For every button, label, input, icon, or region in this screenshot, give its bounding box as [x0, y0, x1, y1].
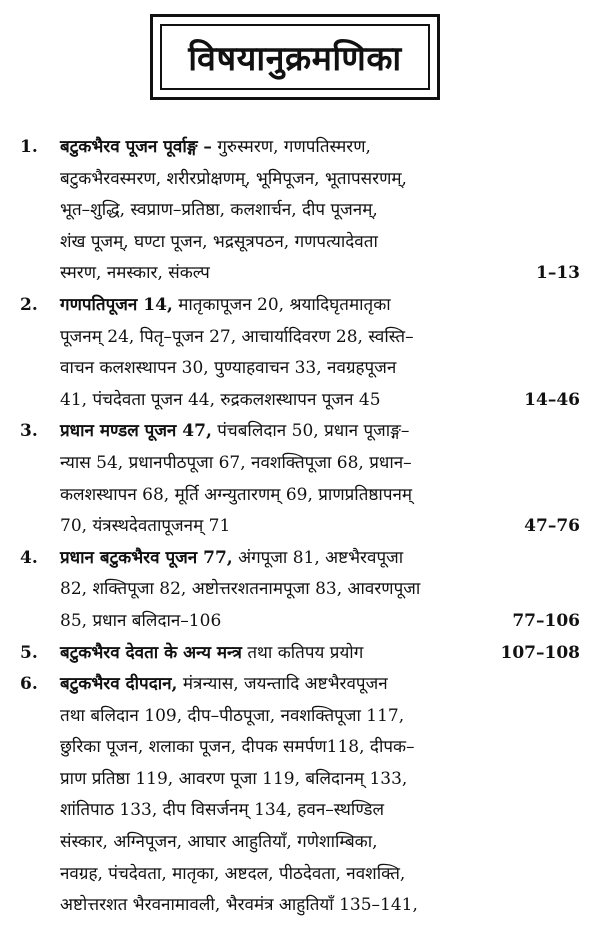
toc-line [0, 574, 600, 606]
entry-text [60, 701, 490, 733]
toc-line [0, 890, 600, 922]
toc-line [0, 164, 600, 196]
entry-detail: प्राण प्रतिष्ठा 119, आवरण पूजा 119, बलिदानम् 133, [60, 768, 408, 789]
toc-line [0, 195, 600, 227]
toc-line [0, 322, 600, 354]
entry-text [60, 195, 490, 227]
entry-text [60, 511, 490, 543]
page-range: 14–46 [524, 389, 580, 410]
entry-text [60, 732, 490, 764]
entry-text [60, 795, 490, 827]
contents-list [0, 132, 600, 922]
entry-text [60, 543, 490, 575]
toc-line [0, 132, 600, 164]
entry-text [60, 764, 490, 796]
toc-line [0, 732, 600, 764]
page-range: 77–106 [512, 610, 580, 631]
entry-detail: नवग्रह, पंचदेवता, मातृका, अष्टदल, पीठदेवता, नवशक्ति, [60, 863, 406, 884]
entry-heading: बटुकभैरव दीपदान, [60, 674, 178, 695]
entry-detail: मातृकापूजन 20, श्रयादिघृतमातृका [172, 294, 391, 315]
entry-detail: शंख पूजम्, घण्टा पूजन, भद्रसूत्रपठन, गणपत्यादेवता [60, 231, 378, 252]
entry-text [60, 448, 490, 480]
toc-line [0, 353, 600, 385]
entry-detail: तथा बलिदान 109, दीप–पीठपूजा, नवशक्तिपूजा 117, [60, 705, 405, 726]
entry-text [60, 385, 490, 417]
entry-number: 2. [20, 294, 38, 315]
entry-text [60, 574, 490, 606]
page-title: विषयानुक्रमणिका [160, 24, 430, 90]
toc-entry [0, 543, 600, 638]
entry-number: 3. [20, 421, 38, 442]
entry-heading: बटुकभैरव देवता के अन्य मन्त्र [60, 642, 242, 663]
entry-detail: 85, प्रधान बलिदान–106 [60, 610, 222, 631]
entry-heading: गणपतिपूजन 14, [60, 294, 173, 315]
toc-entry [0, 290, 600, 416]
toc-entry [0, 132, 600, 290]
entry-text [60, 480, 490, 512]
entry-detail: तथा कतिपय प्रयोग [241, 642, 364, 663]
entry-text [60, 258, 490, 290]
entry-detail: वाचन कलशस्थापन 30, पुण्याहवाचन 33, नवग्रहपूजन [60, 358, 397, 379]
entry-text [60, 322, 490, 354]
entry-detail: संस्कार, अग्निपूजन, आघार आहुतियाँ, गणेशाम्बिका, [60, 832, 378, 853]
entry-detail: स्मरण, नमस्कार, संकल्प [60, 263, 210, 284]
toc-line [0, 290, 600, 322]
entry-text [60, 132, 490, 164]
entry-number: 5. [20, 642, 38, 663]
entry-detail: छुरिका पूजन, शलाका पूजन, दीपक समर्पण118, दीपक– [60, 737, 415, 758]
toc-line [0, 416, 600, 448]
entry-detail: अंगपूजा 81, अष्टभैरवपूजा [232, 547, 404, 568]
entry-number: 1. [20, 137, 38, 157]
entry-text [60, 164, 490, 196]
toc-line [0, 669, 600, 701]
page-range: 47–76 [524, 516, 580, 537]
toc-line [0, 511, 600, 543]
toc-line [0, 606, 600, 638]
entry-detail: 82, शक्तिपूजा 82, अष्टोत्तरशतनामपूजा 83, आवरणपूजा [60, 579, 421, 600]
entry-detail: कलशस्थापन 68, मूर्ति अग्न्युतारणम् 69, प्राणप्रतिष्ठापनम् [60, 484, 413, 505]
entry-text [60, 638, 490, 670]
toc-line [0, 448, 600, 480]
entry-heading: बटुकभैरव पूजन पूर्वाङ्ग – [60, 137, 212, 157]
toc-line [0, 764, 600, 796]
entry-text [60, 353, 490, 385]
entry-detail: 41, पंचदेवता पूजन 44, रुद्रकलशस्थापन पूजन 45 [60, 389, 381, 410]
entry-detail: न्यास 54, प्रधानपीठपूजा 67, नवशक्तिपूजा 68, प्रधान– [60, 452, 412, 473]
entry-detail: मंत्रन्यास, जयन्तादि अष्टभैरवपूजन [177, 674, 388, 695]
entry-heading: प्रधान मण्डल पूजन 47, [60, 421, 212, 442]
entry-detail: 70, यंत्रस्थदेवतापूजनम् 71 [60, 516, 231, 537]
entry-number: 6. [20, 674, 38, 695]
page-range: 1–13 [536, 263, 580, 284]
toc-line [0, 638, 600, 670]
toc-entry [0, 638, 600, 670]
toc-line [0, 385, 600, 417]
entry-detail: गुरुस्मरण, गणपतिस्मरण, [211, 137, 371, 157]
toc-line [0, 543, 600, 575]
entry-heading: प्रधान बटुकभैरव पूजन 77, [60, 547, 233, 568]
toc-line [0, 859, 600, 891]
entry-text [60, 890, 490, 922]
entry-detail: पंचबलिदान 50, प्रधान पूजाङ्ग– [211, 421, 410, 442]
entry-detail: बटुकभैरवस्मरण, शरीरप्रोक्षणम्, भूमिपूजन, भूतापसरणम्, [60, 168, 407, 189]
toc-line [0, 827, 600, 859]
toc-line [0, 701, 600, 733]
toc-line [0, 795, 600, 827]
entry-text [60, 859, 490, 891]
entry-text [60, 227, 490, 259]
toc-entry [0, 416, 600, 542]
entry-detail: अष्टोत्तरशत भैरवनामावली, भैरवमंत्र आहुतियाँ 135–141, [60, 895, 418, 916]
page-range: 107–108 [500, 642, 580, 663]
entry-text [60, 290, 490, 322]
toc-line [0, 227, 600, 259]
title-frame [150, 14, 440, 100]
entry-text [60, 669, 490, 701]
entry-text [60, 827, 490, 859]
entry-text [60, 416, 490, 448]
toc-line [0, 258, 600, 290]
entry-number: 4. [20, 547, 38, 568]
toc-entry [0, 669, 600, 922]
entry-detail: शांतिपाठ 133, दीप विसर्जनम् 134, हवन–स्थण्डिल [60, 800, 385, 821]
toc-line [0, 480, 600, 512]
entry-detail: पूजनम् 24, पितृ–पूजन 27, आचार्यादिवरण 28, स्वस्ति– [60, 326, 414, 347]
entry-text [60, 606, 490, 638]
entry-detail: भूत–शुद्धि, स्वप्राण–प्रतिष्ठा, कलशार्चन, दीप पूजनम्, [60, 200, 378, 221]
